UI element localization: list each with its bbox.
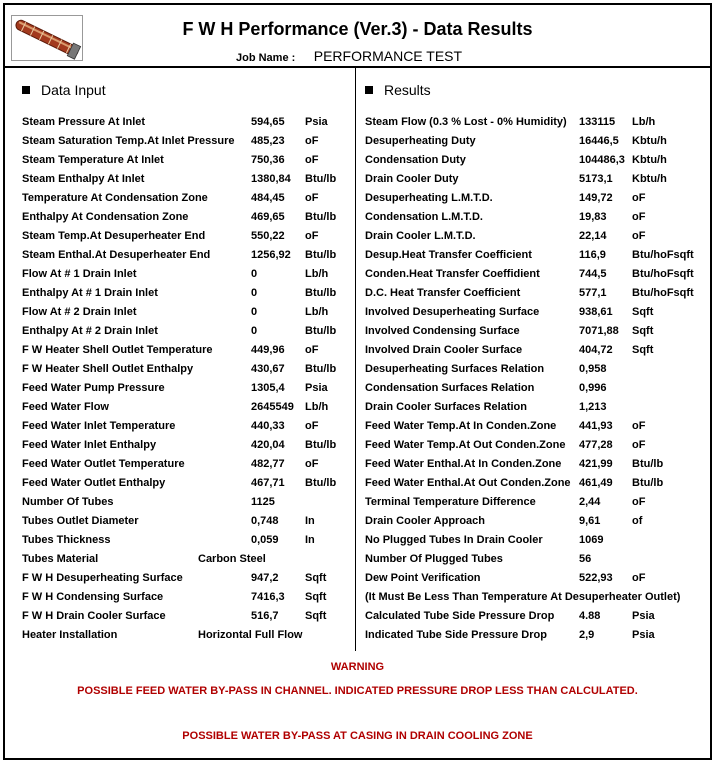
results-row-label: (It Must Be Less Than Temperature At Desuperheater Outlet)	[365, 591, 681, 603]
input-row-value: 467,71	[251, 477, 285, 489]
input-row-unit: Btu/lb	[305, 173, 337, 185]
input-row-label: Enthalpy At Condensation Zone	[22, 211, 189, 223]
input-row	[22, 171, 352, 190]
results-row-value: 22,14	[579, 230, 607, 242]
input-row-unit: Sqft	[305, 572, 327, 584]
results-row	[365, 418, 707, 437]
results-row-label: Feed Water Enthal.At In Conden.Zone	[365, 458, 562, 470]
results-row-unit: Sqft	[632, 325, 654, 337]
results-row-label: Feed Water Enthal.At Out Conden.Zone	[365, 477, 571, 489]
results-row	[365, 437, 707, 456]
results-row	[365, 589, 707, 608]
input-row-label: Number Of Tubes	[22, 496, 114, 508]
input-row-label: Heater Installation	[22, 629, 118, 641]
results-row	[365, 627, 707, 646]
input-row-value: 7416,3	[251, 591, 285, 603]
input-row	[22, 437, 352, 456]
results-row-value: 133115	[579, 116, 616, 128]
input-row-unit: In	[305, 534, 315, 546]
results-row-unit: Sqft	[632, 306, 654, 318]
results-row-label: Drain Cooler Approach	[365, 515, 485, 527]
input-row-value: 0	[251, 268, 258, 280]
results-row-label: Drain Cooler L.M.T.D.	[365, 230, 476, 242]
input-row-value: 594,65	[251, 116, 285, 128]
input-row-value: 0,059	[251, 534, 279, 546]
results-row-unit: Kbtu/h	[632, 154, 667, 166]
input-row-unit: Btu/lb	[305, 249, 337, 261]
results-row-value: 19,83	[579, 211, 607, 223]
input-row-value: 485,23	[251, 135, 285, 147]
input-row-label: Feed Water Outlet Temperature	[22, 458, 185, 470]
results-row-unit: Btu/hoFsqft	[632, 287, 694, 299]
input-row	[22, 380, 352, 399]
results-row	[365, 513, 707, 532]
input-row-value: 0	[251, 306, 258, 318]
results-heading-text: Results	[384, 82, 431, 98]
results-row	[365, 304, 707, 323]
results-row-label: No Plugged Tubes In Drain Cooler	[365, 534, 543, 546]
results-row-value: 149,72	[579, 192, 613, 204]
results-row-unit: oF	[632, 439, 646, 451]
results-row-label: Dew Point Verification	[365, 572, 481, 584]
results-row-label: Calculated Tube Side Pressure Drop	[365, 610, 555, 622]
input-row	[22, 589, 352, 608]
input-row-label: Enthalpy At # 2 Drain Inlet	[22, 325, 158, 337]
input-row-label: Steam Enthalpy At Inlet	[22, 173, 145, 185]
input-row-unit: oF	[305, 420, 319, 432]
input-row-value: Horizontal Full Flow	[198, 629, 303, 641]
results-row-label: Condensation L.M.T.D.	[365, 211, 483, 223]
input-row	[22, 551, 352, 570]
results-row-unit: Btu/hoFsqft	[632, 249, 694, 261]
data-input-table	[22, 114, 352, 646]
input-row-label: Feed Water Inlet Temperature	[22, 420, 176, 432]
input-row-unit: Btu/lb	[305, 325, 337, 337]
results-row-value: 5173,1	[579, 173, 613, 185]
results-row-value: 577,1	[579, 287, 607, 299]
results-row	[365, 608, 707, 627]
results-row-value: 4.88	[579, 610, 601, 622]
input-row-label: Steam Saturation Temp.At Inlet Pressure	[22, 135, 235, 147]
input-row-unit: Btu/lb	[305, 211, 337, 223]
results-row-value: 2,9	[579, 629, 595, 641]
input-row	[22, 608, 352, 627]
input-row	[22, 152, 352, 171]
page-title: F W H Performance (Ver.3) - Data Results	[182, 19, 533, 39]
results-row-value: 744,5	[579, 268, 607, 280]
input-row-unit: Btu/lb	[305, 363, 337, 375]
header-divider	[5, 66, 710, 68]
input-row	[22, 285, 352, 304]
results-row	[365, 551, 707, 570]
input-row	[22, 456, 352, 475]
results-row-value: 116,9	[579, 249, 606, 261]
input-row	[22, 247, 352, 266]
input-row-value: 430,67	[251, 363, 285, 375]
input-row-unit: Btu/lb	[305, 287, 337, 299]
input-row	[22, 627, 352, 646]
input-row-unit: oF	[305, 192, 319, 204]
input-row-value: 750,36	[251, 154, 285, 166]
results-row-value: 441,93	[579, 420, 613, 432]
input-row	[22, 475, 352, 494]
results-row-value: 1,213	[579, 401, 607, 413]
input-row-value: 484,45	[251, 192, 285, 204]
input-row-label: Feed Water Pump Pressure	[22, 382, 165, 394]
results-row-value: 404,72	[579, 344, 613, 356]
square-bullet-icon	[365, 86, 373, 94]
results-row-unit: Sqft	[632, 344, 654, 356]
results-row	[365, 228, 707, 247]
results-row-value: 104486,3	[579, 154, 625, 166]
results-row-unit: Btu/lb	[632, 477, 664, 489]
input-row-label: Steam Temp.At Desuperheater End	[22, 230, 206, 242]
input-row	[22, 228, 352, 247]
input-row-value: 550,22	[251, 230, 285, 242]
input-row-value: 0,748	[251, 515, 279, 527]
results-row-value: 938,61	[579, 306, 613, 318]
input-row-unit: Sqft	[305, 591, 327, 603]
input-row-unit: Lb/h	[305, 268, 329, 280]
input-row	[22, 494, 352, 513]
results-row	[365, 380, 707, 399]
results-row	[365, 323, 707, 342]
input-row-label: Enthalpy At # 1 Drain Inlet	[22, 287, 158, 299]
results-row	[365, 285, 707, 304]
results-row-unit: Btu/hoFsqft	[632, 268, 694, 280]
results-row-unit: oF	[632, 192, 646, 204]
results-row-label: Drain Cooler Duty	[365, 173, 459, 185]
results-row-label: Feed Water Temp.At Out Conden.Zone	[365, 439, 566, 451]
results-row-unit: Psia	[632, 610, 655, 622]
results-row-unit: Lb/h	[632, 116, 656, 128]
input-row-unit: oF	[305, 230, 319, 242]
job-name-value: PERFORMANCE TEST	[313, 48, 463, 64]
input-row-unit: Btu/lb	[305, 439, 337, 451]
report-header	[5, 5, 710, 66]
job-name-label: Job Name :	[236, 52, 296, 64]
input-row-value: 947,2	[251, 572, 279, 584]
input-row-label: Feed Water Inlet Enthalpy	[22, 439, 157, 451]
input-row	[22, 209, 352, 228]
input-row-label: Tubes Thickness	[22, 534, 111, 546]
results-row-value: 7071,88	[579, 325, 619, 337]
input-row-label: Steam Enthal.At Desuperheater End	[22, 249, 211, 261]
input-row	[22, 190, 352, 209]
input-row-unit: oF	[305, 458, 319, 470]
results-heading	[365, 82, 431, 98]
job-name-row	[236, 48, 462, 66]
input-row-label: Tubes Material	[22, 553, 99, 565]
input-row	[22, 133, 352, 152]
input-row-value: 0	[251, 287, 258, 299]
results-row-label: Indicated Tube Side Pressure Drop	[365, 629, 547, 641]
results-row-value: 0,996	[579, 382, 607, 394]
results-row-unit: of	[632, 515, 643, 527]
warning-feed-water-bypass: POSSIBLE FEED WATER BY-PASS IN CHANNEL. INDICATED PRESSURE DROP LESS THAN CALCULATED.	[77, 685, 638, 697]
results-row	[365, 152, 707, 171]
input-row-unit: Lb/h	[305, 306, 329, 318]
input-row-value: 482,77	[251, 458, 285, 470]
results-row-label: Involved Drain Cooler Surface	[365, 344, 523, 356]
results-row-unit: Kbtu/h	[632, 135, 667, 147]
results-row-unit: oF	[632, 496, 646, 508]
results-row-label: Involved Condensing Surface	[365, 325, 520, 337]
results-row	[365, 247, 707, 266]
results-row-label: Terminal Temperature Difference	[365, 496, 536, 508]
input-row-value: 2645549	[251, 401, 294, 413]
input-row-unit: Psia	[305, 382, 328, 394]
input-row-label: F W H Desuperheating Surface	[22, 572, 183, 584]
input-row-label: F W H Condensing Surface	[22, 591, 164, 603]
results-row-unit: oF	[632, 211, 646, 223]
results-row-label: Involved Desuperheating Surface	[365, 306, 540, 318]
results-row	[365, 475, 707, 494]
input-row-value: Carbon Steel	[198, 553, 266, 565]
results-row	[365, 209, 707, 228]
input-row-unit: oF	[305, 154, 319, 166]
results-row-label: Drain Cooler Surfaces Relation	[365, 401, 527, 413]
input-row-value: 516,7	[251, 610, 279, 622]
results-row-value: 477,28	[579, 439, 613, 451]
results-row	[365, 361, 707, 380]
input-row-label: F W Heater Shell Outlet Enthalpy	[22, 363, 194, 375]
input-row-unit: In	[305, 515, 315, 527]
input-row	[22, 342, 352, 361]
results-row	[365, 266, 707, 285]
results-row-value: 9,61	[579, 515, 601, 527]
results-row-value: 421,99	[579, 458, 613, 470]
results-row-unit: Kbtu/h	[632, 173, 667, 185]
square-bullet-icon	[22, 86, 30, 94]
input-row-label: Steam Pressure At Inlet	[22, 116, 146, 128]
input-row-label: Flow At # 2 Drain Inlet	[22, 306, 137, 318]
results-row-unit: Psia	[632, 629, 655, 641]
input-row	[22, 266, 352, 285]
results-row	[365, 342, 707, 361]
input-row-value: 1125	[251, 496, 275, 508]
results-row-label: Condensation Duty	[365, 154, 466, 166]
results-row-value: 2,44	[579, 496, 601, 508]
results-row	[365, 133, 707, 152]
results-row-value: 1069	[579, 534, 604, 546]
results-row-value: 56	[579, 553, 592, 565]
results-row-label: Condensation Surfaces Relation	[365, 382, 535, 394]
input-row-unit: Lb/h	[305, 401, 329, 413]
input-row-label: Steam Temperature At Inlet	[22, 154, 164, 166]
input-row-label: Tubes Outlet Diameter	[22, 515, 139, 527]
results-row-label: Conden.Heat Transfer Coeffidient	[365, 268, 540, 280]
data-input-heading-text: Data Input	[41, 82, 106, 98]
input-row	[22, 532, 352, 551]
input-row-unit: Sqft	[305, 610, 327, 622]
results-row-value: 0,958	[579, 363, 607, 375]
results-row-label: Desup.Heat Transfer Coefficient	[365, 249, 532, 261]
results-row	[365, 171, 707, 190]
results-row-label: D.C. Heat Transfer Coefficient	[365, 287, 521, 299]
results-row	[365, 399, 707, 418]
results-row	[365, 570, 707, 589]
results-row-unit: Btu/lb	[632, 458, 664, 470]
results-row-unit: oF	[632, 230, 646, 242]
input-row-label: Temperature At Condensation Zone	[22, 192, 208, 204]
input-row-unit: Btu/lb	[305, 477, 337, 489]
input-row-value: 1380,84	[251, 173, 291, 185]
input-row-unit: oF	[305, 344, 319, 356]
input-row-value: 420,04	[251, 439, 285, 451]
input-row	[22, 570, 352, 589]
results-row-unit: oF	[632, 420, 646, 432]
results-row-label: Feed Water Temp.At In Conden.Zone	[365, 420, 557, 432]
column-divider	[355, 68, 356, 651]
input-row-unit: Psia	[305, 116, 328, 128]
results-row-label: Number Of Plugged Tubes	[365, 553, 503, 565]
input-row	[22, 418, 352, 437]
results-row-value: 522,93	[579, 572, 613, 584]
results-row-unit: oF	[632, 572, 646, 584]
input-row-value: 0	[251, 325, 258, 337]
input-row	[22, 361, 352, 380]
input-row-label: Flow At # 1 Drain Inlet	[22, 268, 137, 280]
results-row	[365, 494, 707, 513]
warning-title: WARNING	[330, 661, 385, 673]
results-row-value: 461,49	[579, 477, 613, 489]
results-table	[365, 114, 707, 646]
input-row-value: 469,65	[251, 211, 285, 223]
input-row-value: 1256,92	[251, 249, 291, 261]
input-row	[22, 513, 352, 532]
input-row-label: Feed Water Flow	[22, 401, 109, 413]
input-row-label: F W H Drain Cooler Surface	[22, 610, 166, 622]
results-row	[365, 190, 707, 209]
results-row-label: Desuperheating Duty	[365, 135, 476, 147]
input-row-value: 449,96	[251, 344, 285, 356]
input-row	[22, 304, 352, 323]
input-row-label: Feed Water Outlet Enthalpy	[22, 477, 166, 489]
input-row-unit: oF	[305, 135, 319, 147]
results-row	[365, 532, 707, 551]
results-row	[365, 456, 707, 475]
input-row	[22, 114, 352, 133]
results-row-value: 16446,5	[579, 135, 619, 147]
results-row-label: Steam Flow (0.3 % Lost - 0% Humidity)	[365, 116, 567, 128]
results-row-label: Desuperheating L.M.T.D.	[365, 192, 493, 204]
warning-drain-cooler-bypass: POSSIBLE WATER BY-PASS AT CASING IN DRAIN COOLING ZONE	[182, 730, 533, 742]
data-input-heading	[22, 82, 106, 98]
results-row	[365, 114, 707, 133]
input-row-value: 1305,4	[251, 382, 285, 394]
results-row-label: Desuperheating Surfaces Relation	[365, 363, 545, 375]
input-row	[22, 323, 352, 342]
input-row	[22, 399, 352, 418]
input-row-label: F W Heater Shell Outlet Temperature	[22, 344, 213, 356]
input-row-value: 440,33	[251, 420, 285, 432]
